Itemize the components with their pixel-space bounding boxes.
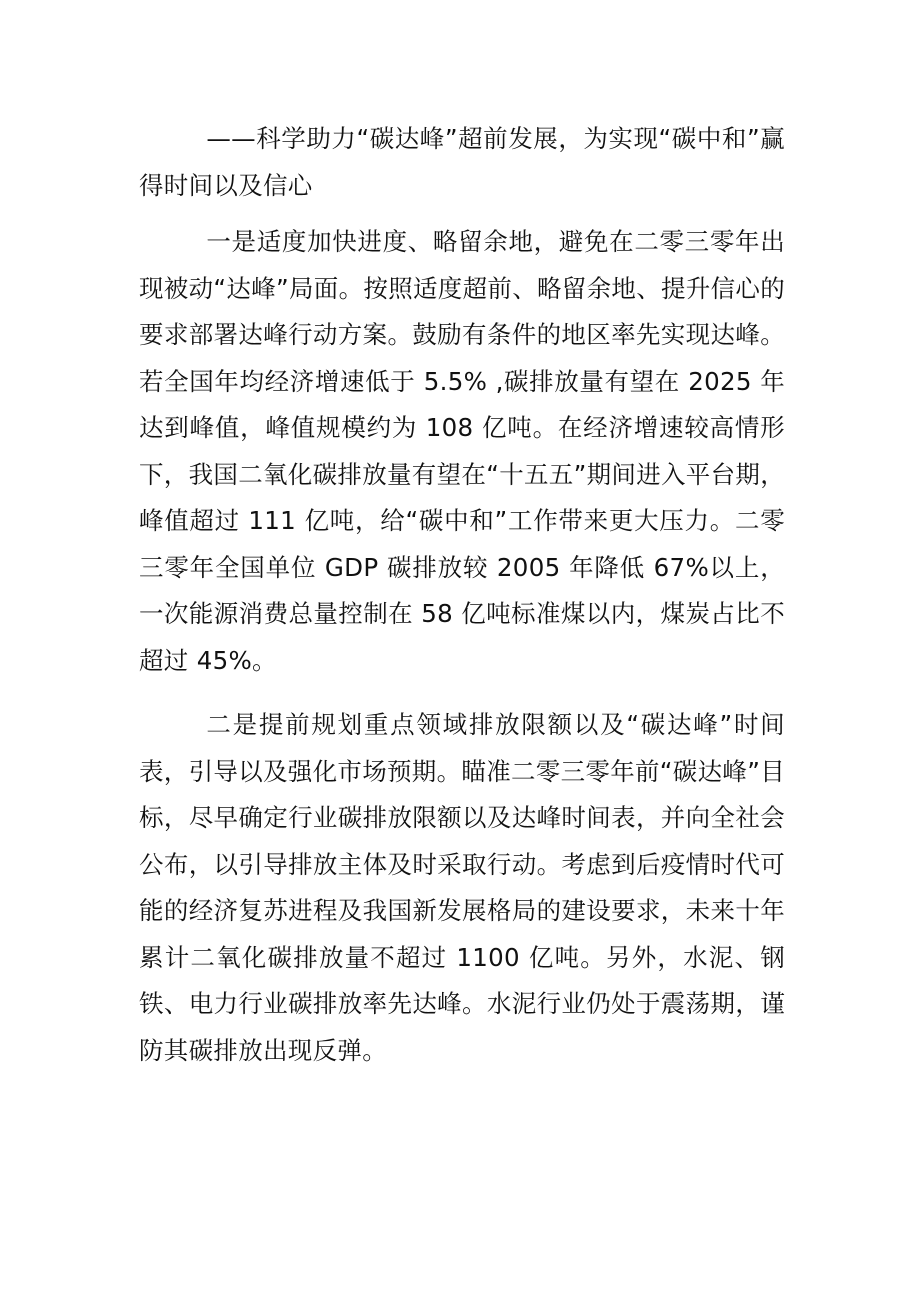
document-body [139, 116, 785, 1074]
paragraph-2: 二是提前规划重点领域排放限额以及“碳达峰”时间表，引导以及强化市场预期。瞄准二零三零年前“碳达峰”目标，尽早确定行业碳排放限额以及达峰时间表，并向全社会公布，以引导排放主体及时采取行动。考虑到后疫情时代可能的经济复苏进程及我国新发展格局的建设要求，未来十年累计二氧化碳排放量不超过 1100 亿吨。另外，水泥、钢铁、电力行业碳排放率先达峰。水泥行业仍处于震荡期，谨防其碳排放出现反弹。 [139, 710, 785, 1065]
paragraph-1: 一是适度加快进度、略留余地，避免在二零三零年出现被动“达峰”局面。按照适度超前、略留余地、提升信心的要求部署达峰行动方案。鼓励有条件的地区率先实现达峰。若全国年均经济增速低于 5.5% ,碳排放量有望在 2025 年达到峰值，峰值规模约为 108 亿吨。在经济增速较高情形下，我国二氧化碳排放量有望在“十五五”期间进入平台期，峰值超过 111 亿吨，给“碳中和”工作带来更大压力。二零三零年全国单位 GDP 碳排放较 2005 年降低 67%以上，一次能源消费总量控制在 58 亿吨标准煤以内，煤炭占比不超过 45%。 [139, 227, 785, 675]
section-subtitle: ——科学助力“碳达峰”超前发展，为实现“碳中和”赢得时间以及信心 [139, 124, 785, 200]
